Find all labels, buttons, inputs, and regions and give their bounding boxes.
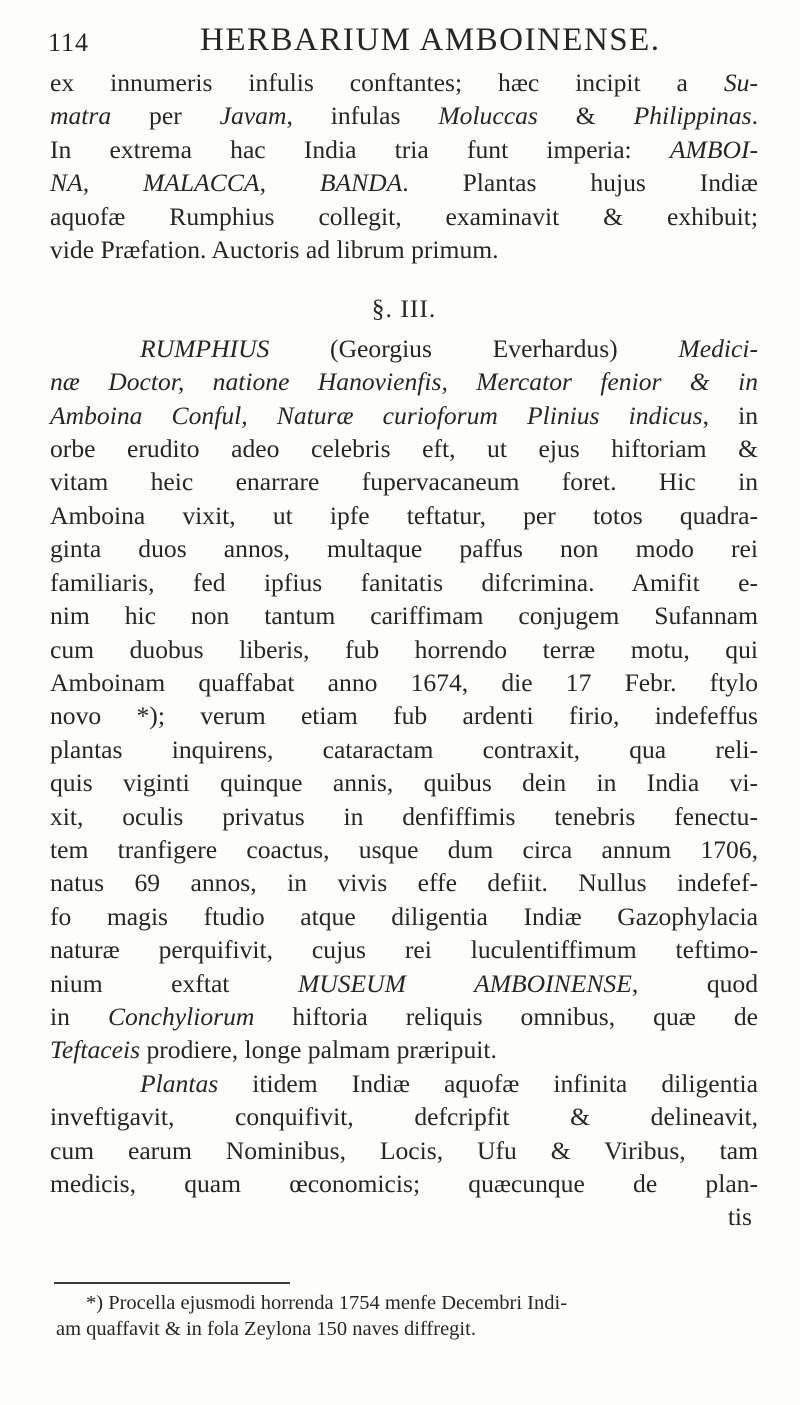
text-line: matra per Javam, infulas Moluccas & Philippinas. (50, 101, 758, 131)
catchword: tis (727, 1202, 752, 1232)
text-line: vide Præfation. Auctoris ad librum primum. (50, 235, 499, 265)
text-line: in Conchyliorum hiftoria reliquis omnibus, quæ de (50, 1001, 758, 1031)
text-line: næ Doctor, natione Hanovienfis, Mercator fenior & in (50, 367, 758, 397)
text-line: natus 69 annos, in vivis effe defiit. Nullus indefef- (50, 868, 758, 898)
text-line: Amboina Conful, Naturæ curioforum Plinius indicus, in (50, 400, 758, 430)
text-line: cum earum Nominibus, Locis, Ufu & Viribus, tam (50, 1135, 758, 1165)
text-line: RUMPHIUS (Georgius Everhardus) Medici- (140, 333, 758, 363)
text-line: In extrema hac India tria funt imperia: AMBOI- (50, 134, 758, 164)
text-line: novo *); verum etiam fub ardenti firio, indefeffus (50, 701, 758, 731)
text-line: ex innumeris infulis conftantes; hæc incipit a Su- (50, 68, 758, 97)
text-line: tem tranfigere coactus, usque dum circa annum 1706, (50, 834, 758, 864)
page-header (48, 22, 760, 62)
text-line: vitam heic enarrare fupervacaneum foret. Hic in (50, 467, 758, 497)
page-number: 114 (48, 28, 90, 57)
footnote (56, 1290, 756, 1342)
paragraph-rumphius (50, 332, 758, 1067)
section-heading: §. III. (371, 294, 437, 324)
main-text (50, 66, 758, 1234)
text-line: xit, oculis privatus in denfiffimis tenebris fenectu- (50, 801, 758, 831)
footnote-rule (54, 1282, 290, 1284)
paragraph-plantas (50, 1067, 758, 1201)
text-line: aquofæ Rumphius collegit, examinavit & exhibuit; (50, 201, 758, 231)
text-line: nium exftat MUSEUM AMBOINENSE, quod (50, 968, 758, 998)
text-line: medicis, quam œconomicis; quæcunque de plan- (50, 1169, 758, 1198)
paragraph-intro (50, 66, 758, 266)
text-line: fo magis ftudio atque diligentia Indiæ Gazophylacia (50, 901, 758, 931)
text-line: familiaris, fed ipfius fanitatis difcrimina. Amifit e- (50, 567, 758, 597)
text-line: inveftigavit, conquifivit, defcripfit & delineavit, (50, 1102, 758, 1132)
text-line: ginta duos annos, multaque paffus non modo rei (50, 534, 758, 564)
text-line: quis viginti quinque annis, quibus dein in India vi- (50, 768, 758, 798)
text-line: Teftaceis prodiere, longe palmam præripuit. (50, 1035, 497, 1065)
text-line: NA, MALACCA, BANDA. Plantas hujus Indiæ (50, 168, 758, 198)
text-line: plantas inquirens, cataractam contraxit, qua reli- (50, 734, 758, 764)
text-line: cum duobus liberis, fub horrendo terræ motu, qui (50, 634, 758, 664)
text-line: naturæ perquifivit, cujus rei luculentiffimum teftimo- (50, 935, 758, 965)
footnote-line: am quaffavit & in fola Zeylona 150 naves diffregit. (56, 1318, 476, 1340)
text-line: nim hic non tantum cariffimam conjugem Sufannam (50, 601, 758, 631)
text-line: Amboinam quaffabat anno 1674, die 17 Febr. ftylo (50, 667, 758, 697)
footnote-line: *) Procella ejusmodi horrenda 1754 menfe Decembri Indi- (86, 1292, 568, 1314)
text-line: Amboina vixit, ut ipfe teftatur, per totos quadra- (50, 500, 758, 530)
text-line: orbe erudito adeo celebris eft, ut ejus hiftoriam & (50, 434, 758, 464)
text-line: Plantas itidem Indiæ aquofæ infinita diligentia (140, 1068, 758, 1098)
running-head: HERBARIUM AMBOINENSE. (200, 22, 661, 58)
